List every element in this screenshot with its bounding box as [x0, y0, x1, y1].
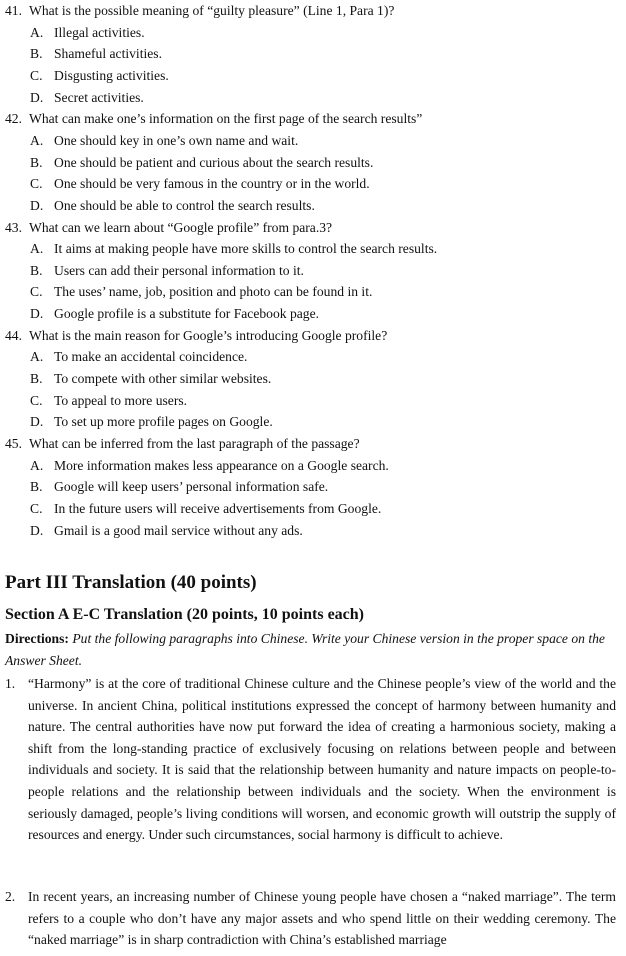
paragraph-text: “Harmony” is at the core of traditional Chinese culture and the Chinese people’s view of the world and the universe. In ancient China, political institutions expressed the concept of harmony between humanity and nature. The central authorities have now put forward the idea of creating a harmonious society, making a shift from the long-standing practice of exclusively focusing on relations between people and between individuals and society. It is said that the relationship between humanity and nature impacts on people-to-people relations and the relationship between individuals and the society. When the environment is seriously damaged, people’s living conditions will worsen, and economic growth will outstrip the supply of resources and energy. Under such circumstances, social harmony is difficult to achieve.: [28, 676, 616, 843]
question-number: 41.: [5, 3, 22, 18]
paragraph-number: 1.: [5, 676, 16, 691]
option-letter: D.: [30, 414, 44, 430]
option-letter: A.: [30, 241, 44, 257]
option-letter: C.: [30, 176, 43, 192]
question-text: What can we learn about “Google profile” from para.3?: [29, 219, 333, 235]
paragraph-text: In recent years, an increasing number of Chinese young people have chosen a “naked marriage”. The term refers to a couple who don’t have any major assets and who spend little on their wedding ceremony. The “naked marriage” is in sharp contradiction with China’s established marriage: [28, 889, 616, 948]
option-text: Shameful activities.: [54, 46, 162, 62]
option-letter: B.: [30, 46, 43, 62]
option-letter: D.: [30, 522, 44, 538]
option-letter: B.: [30, 262, 43, 278]
part-title: Part III Translation (40 points): [5, 572, 257, 593]
option-text: One should be able to control the search results.: [54, 197, 315, 213]
option-text: More information makes less appearance on a Google search.: [54, 457, 389, 473]
option-letter: B.: [30, 154, 43, 170]
question-text: What can be inferred from the last paragraph of the passage?: [29, 436, 360, 451]
option-letter: C.: [30, 67, 43, 83]
question-number: 45.: [5, 436, 22, 451]
option-letter: B.: [30, 479, 43, 495]
option-letter: A.: [30, 349, 44, 365]
option-text: To make an accidental coincidence.: [54, 349, 248, 365]
option-letter: D.: [30, 306, 44, 322]
option-text: To appeal to more users.: [54, 392, 188, 408]
option-text: Google will keep users’ personal information safe.: [54, 479, 329, 495]
question-text: What is the main reason for Google’s introducing Google profile?: [29, 327, 388, 343]
option-letter: B.: [30, 371, 43, 387]
question-number: 43.: [5, 219, 22, 235]
question-number: 42.: [5, 111, 22, 127]
question-number: 44.: [5, 327, 22, 343]
option-text: Disgusting activities.: [54, 67, 169, 83]
option-text: Google profile is a substitute for Facebook page.: [54, 306, 320, 322]
question-text: What is the possible meaning of “guilty pleasure” (Line 1, Para 1)?: [29, 3, 395, 18]
option-letter: C.: [30, 392, 43, 408]
option-letter: A.: [30, 457, 44, 473]
paragraph-number: 2.: [5, 889, 16, 904]
option-text: Secret activities.: [54, 89, 144, 105]
option-letter: A.: [30, 24, 44, 40]
option-text: Gmail is a good mail service without any ads.: [54, 522, 303, 538]
option-letter: A.: [30, 132, 44, 148]
option-text: To set up more profile pages on Google.: [54, 414, 273, 430]
option-text: One should be very famous in the country or in the world.: [54, 176, 370, 192]
option-text: One should be patient and curious about the search results.: [54, 154, 374, 170]
option-text: One should key in one’s own name and wait.: [54, 132, 299, 148]
option-letter: C.: [30, 284, 43, 300]
option-letter: D.: [30, 197, 44, 213]
directions: [5, 628, 617, 671]
option-text: To compete with other similar websites.: [54, 371, 272, 387]
option-text: The uses’ name, job, position and photo can be found in it.: [54, 284, 373, 300]
question-text: What can make one’s information on the first page of the search results”: [29, 111, 423, 127]
option-letter: D.: [30, 89, 44, 105]
option-letter: C.: [30, 500, 43, 516]
directions-label: Directions:: [5, 631, 69, 646]
option-text: It aims at making people have more skills to control the search results.: [54, 241, 438, 257]
directions-text: Put the following paragraphs into Chinese. Write your Chinese version in the proper space on the Answer Sheet.: [5, 631, 605, 668]
option-text: In the future users will receive advertisements from Google.: [54, 500, 382, 516]
section-title: Section A E-C Translation (20 points, 10 points each): [5, 606, 365, 623]
option-text: Users can add their personal information to it.: [54, 262, 304, 278]
option-text: Illegal activities.: [54, 24, 145, 40]
